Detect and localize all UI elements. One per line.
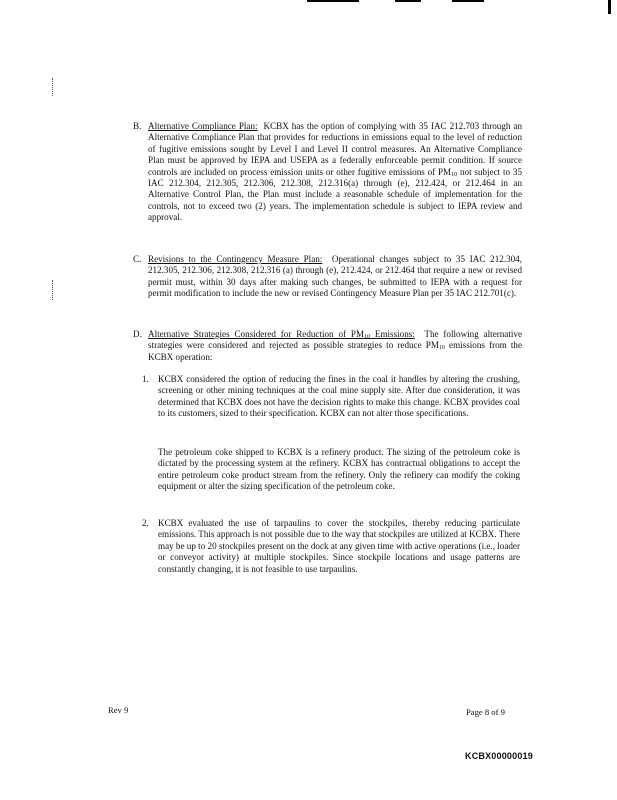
section-d-heading bbox=[148, 329, 415, 339]
section-b-paragraph bbox=[148, 121, 522, 224]
binder-hole-mark-upper bbox=[52, 78, 55, 96]
pm10-subscript: 10 bbox=[364, 334, 371, 340]
section-c-paragraph bbox=[148, 254, 522, 300]
section-c-text: Operational changes subject to 35 IAC 212.304, 212.305, 212.306, 212.308, 212.316 (a) through (e), 212.424, or 212.464 that require a new or revised permit must, within 30 days after making such changes, be submitted to IEPA with a request for permit modification to include the new or revised Contingency Measure Plan per 35 IAC 212.701(c). bbox=[148, 254, 522, 299]
section-c-marker: C. bbox=[133, 254, 142, 264]
footer-page-number: Page 8 of 9 bbox=[466, 707, 505, 717]
list-item-1-paragraph-1: KCBX considered the option of reducing the fines in the coal it handles by altering the crushing, screening or other mining techniques at the coal mine supply site. After due consideration, it was determined that KCBX does not have the decision rights to make this change. KCBX provides coal to its customers, sized to their specification. KCBX can not alter those specifications. bbox=[158, 374, 520, 419]
section-d-text: The following alternative strategies were considered and rejected as possible strategies to reduce PM bbox=[148, 329, 522, 351]
list-item-2-paragraph-1: KCBX evaluated the use of tarpaulins to cover the stockpiles, thereby reducing particulate emissions. This approach is not possible due to the way that stockpiles are utilized at KCBX. There may be up to 20 stockpiles present on the dock at any given time with active operations (i.e., loader or conveyor activity) at multiple stockpiles. Since stockpile locations and usage patterns are constantly changing, it is not feasible to use tarpaulins. bbox=[158, 518, 520, 574]
section-b-text-continued: not subject to 35 IAC 212.304, 212.305, 212.306, 212.308, 212.316(a) through (e), 212.424, or 212.464 in an Alternative Control Plan, the Plan must include a reasonable schedule of implementation for the controls, not to exceed two (2) years. The implementation schedule is subject to IEPA review and approval. bbox=[148, 166, 523, 223]
section-d-text-end: emissions from the KCBX operation: bbox=[148, 340, 522, 362]
section-d-heading-end: Emissions: bbox=[370, 329, 415, 339]
list-item-number: 1. bbox=[142, 374, 149, 384]
section-c-heading: Revisions to the Contingency Measure Plan: bbox=[148, 254, 323, 264]
section-b-text: KCBX has the option of complying with 35 IAC 212.703 through an Alternative Compliance Plan that provides for reductions in emissions equal to the level of reduction of fugitive emissions sought by Level I and Level II control measures. An Alternative Compliance Plan must be approved by IEPA and USEPA as a federally enforceable permit condition. If source controls are included on process emission units or other fugitive emissions of PM bbox=[148, 121, 522, 177]
scan-mark-right-edge bbox=[608, 0, 611, 14]
list-item-number: 2. bbox=[142, 518, 149, 528]
pm10-subscript: 10 bbox=[438, 345, 445, 352]
section-d-heading-text: Alternative Strategies Considered for Reduction of PM bbox=[148, 329, 365, 339]
section-d-paragraph bbox=[148, 329, 522, 363]
footer-revision: Rev 9 bbox=[108, 705, 129, 715]
scan-mark-top-right bbox=[452, 0, 484, 2]
scan-mark-top-left bbox=[307, 0, 359, 2]
section-b-heading: Alternative Compliance Plan: bbox=[148, 121, 258, 131]
list-item-1-paragraph-2: The petroleum coke shipped to KCBX is a refinery product. The sizing of the petroleum coke is dictated by the processing system at the refinery. KCBX has contractual obligations to accept the entire petroleum coke product stream from the refinery. Only the refinery can modify the coking equipment or alter the sizing specification of the petroleum coke. bbox=[158, 447, 520, 492]
scan-mark-top-middle bbox=[395, 0, 421, 2]
binder-hole-mark-lower bbox=[52, 280, 55, 300]
section-d-marker: D. bbox=[133, 329, 142, 339]
section-b-marker: B. bbox=[133, 121, 142, 131]
pm10-subscript: 10 bbox=[451, 171, 458, 178]
bates-number: KCBX00000019 bbox=[465, 751, 533, 761]
